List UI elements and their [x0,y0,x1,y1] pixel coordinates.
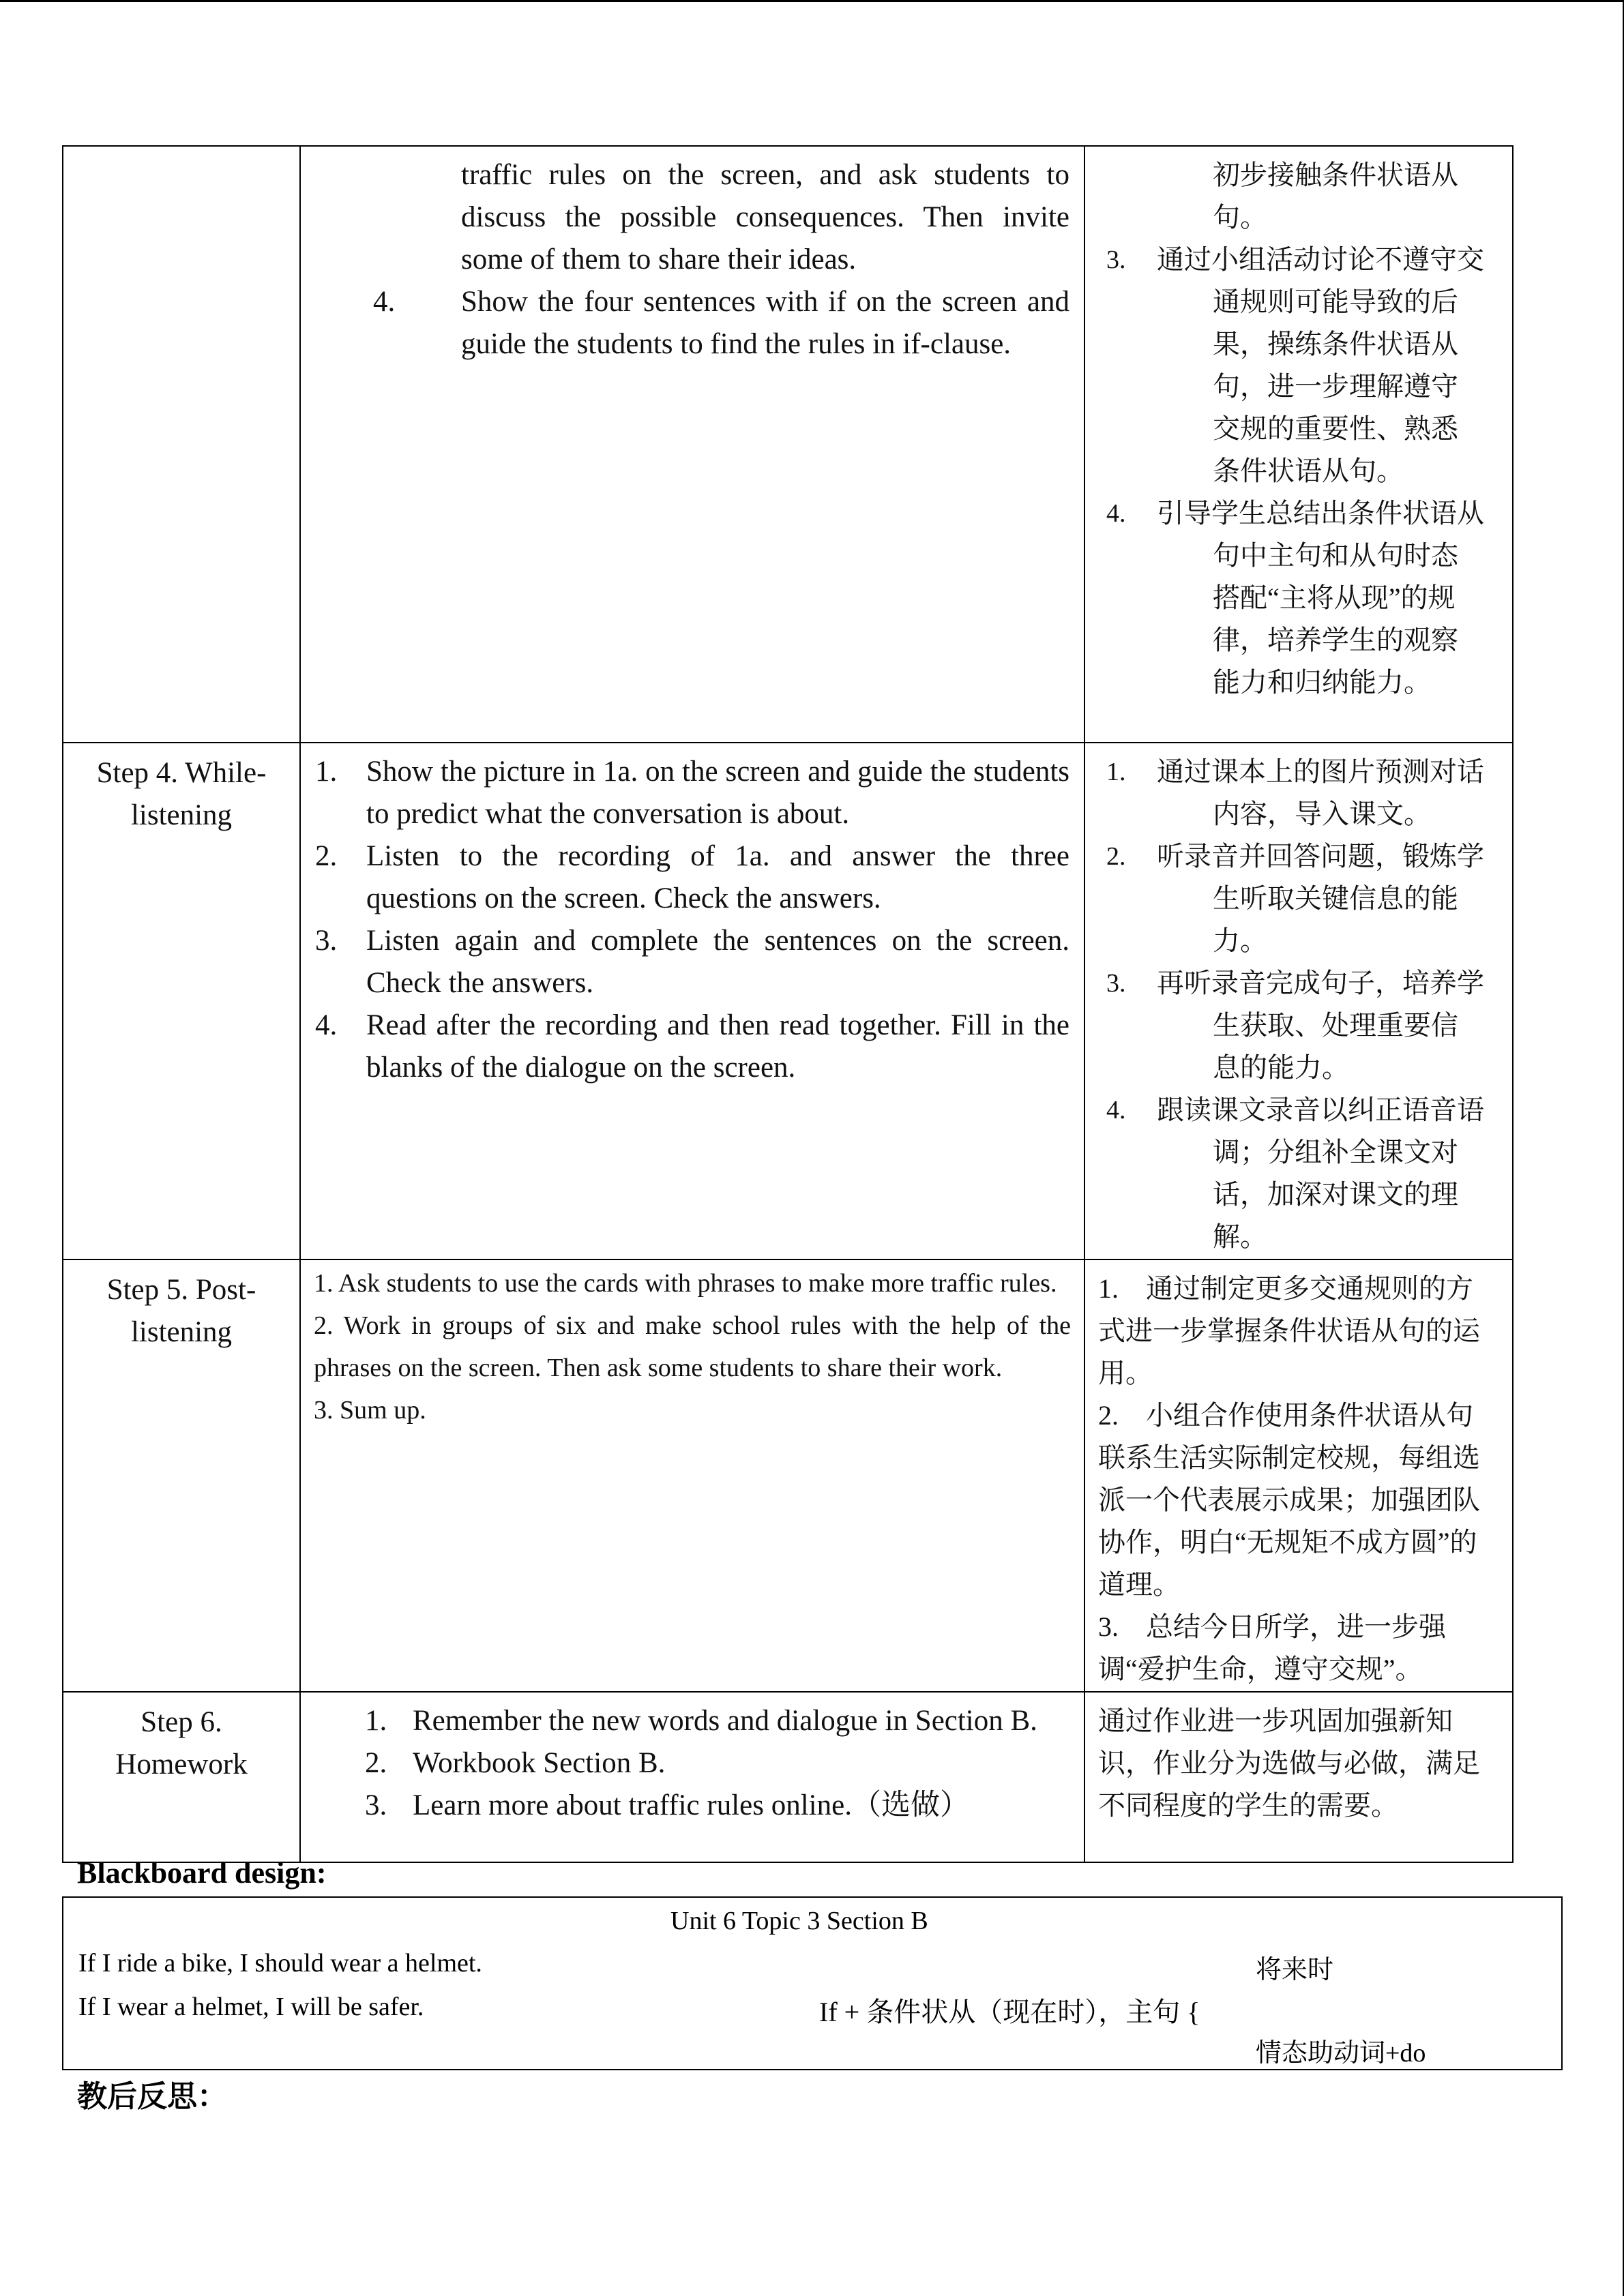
purpose-cell [1084,743,1513,1259]
blackboard-formula: If + 条件状从（现在时），主句 { [819,1997,1200,2027]
list-item: 2. Work in groups of six and make school rules with the help of the phrases on the screen. Then ask some students to share their work. [314,1311,1071,1382]
activity-cell [300,146,1084,743]
step-cell [63,1259,300,1692]
step-cell [63,743,300,1259]
table-row [63,743,1513,1259]
list-item: 3. 通过小组活动讨论不遵守交通规则可能导致的后果，操练条件状语从句，进一步理解遵守交规的重要性、熟悉条件状语从句。 [1106,244,1484,486]
list-item: 1. Remember the new words and dialogue in Section B. [365,1705,1037,1737]
list-item: 3. 再听录音完成句子，培养学生获取、处理重要信息的能力。 [1106,968,1484,1083]
blackboard-branch-future: 将来时 [1256,1956,1334,1984]
activity-cell [300,1692,1084,1862]
list-item: 1. Ask students to use the cards with phrases to make more traffic rules. [314,1269,1057,1298]
step-cell [63,146,300,743]
list-item: 1. 通过制定更多交通规则的方式进一步掌握条件状语从句的运用。 [1098,1273,1480,1388]
list-item: 3. Listen again and complete the sentences on the screen. Check the answers. [315,925,1069,999]
step-label: Step 6. Homework [115,1706,248,1780]
table-row [63,1692,1513,1862]
blackboard-line-2: If I wear a helmet, I will be safer. [78,1993,424,2021]
list-item: 4. 跟读课文录音以纠正语音语调；分组补全课文对话，加深对课文的理解。 [1106,1094,1484,1252]
list-item: traffic rules on the screen, and ask students to discuss the possible consequences. Then invite some of them to share their ideas. [461,159,1069,275]
list-item: 2. 小组合作使用条件状语从句联系生活实际制定校规，每组选派一个代表展示成果；加强团队协作，明白“无规矩不成方圆”的道理。 [1098,1400,1480,1600]
list-item: 4. Show the four sentences with if on the screen and guide the students to find the rules in if-clause. [373,286,1069,360]
list-item: 4. Read after the recording and then read together. Fill in the blanks of the dialogue on the screen. [315,1009,1069,1084]
lesson-plan-table [62,145,1514,1863]
homework-purpose: 通过作业进一步巩固加强新知识，作业分为选做与必做，满足不同程度的学生的需要。 [1098,1705,1480,1821]
blackboard-title: Blackboard design: [77,1856,327,1890]
list-item: 3. Learn more about traffic rules online.（选做） [365,1789,969,1821]
step-label: Step 4. While-listening [96,757,267,831]
blackboard-unit: Unit 6 Topic 3 Section B [670,1907,928,1935]
blackboard-line-1: If I ride a bike, I should wear a helmet. [78,1949,482,1978]
purpose-cell [1084,146,1513,743]
reflection-label: 教后反思： [77,2080,227,2113]
list-item: 2. Listen to the recording of 1a. and answer the three questions on the screen. Check the answers. [315,840,1069,914]
table-row [63,146,1513,743]
activity-cell [300,1259,1084,1692]
blackboard-box [62,1896,1563,2070]
step-label: Step 5. Post-listening [106,1274,256,1348]
activity-cell [300,743,1084,1259]
list-item: 1. Show the picture in 1a. on the screen and guide the students to predict what the conversation is about. [315,756,1069,830]
purpose-cell [1084,1259,1513,1692]
list-item: 初步接触条件状语从句。 [1213,160,1458,233]
table-row [63,1259,1513,1692]
list-item: 1. 通过课本上的图片预测对话内容，导入课文。 [1106,756,1484,829]
step-cell [63,1692,300,1862]
blackboard-branch-modal: 情态助动词+do [1256,2039,1426,2068]
purpose-cell [1084,1692,1513,1862]
list-item: 2. 听录音并回答问题，锻炼学生听取关键信息的能力。 [1106,841,1484,956]
list-item: 3. 总结今日所学，进一步强调“爱护生命，遵守交规”。 [1098,1611,1446,1684]
list-item: 3. Sum up. [314,1396,426,1425]
list-item: 2. Workbook Section B. [365,1747,666,1779]
list-item: 4. 引导学生总结出条件状语从句中主句和从句时态搭配“主将从现”的规律，培养学生的观察能力和归纳能力。 [1106,498,1484,698]
